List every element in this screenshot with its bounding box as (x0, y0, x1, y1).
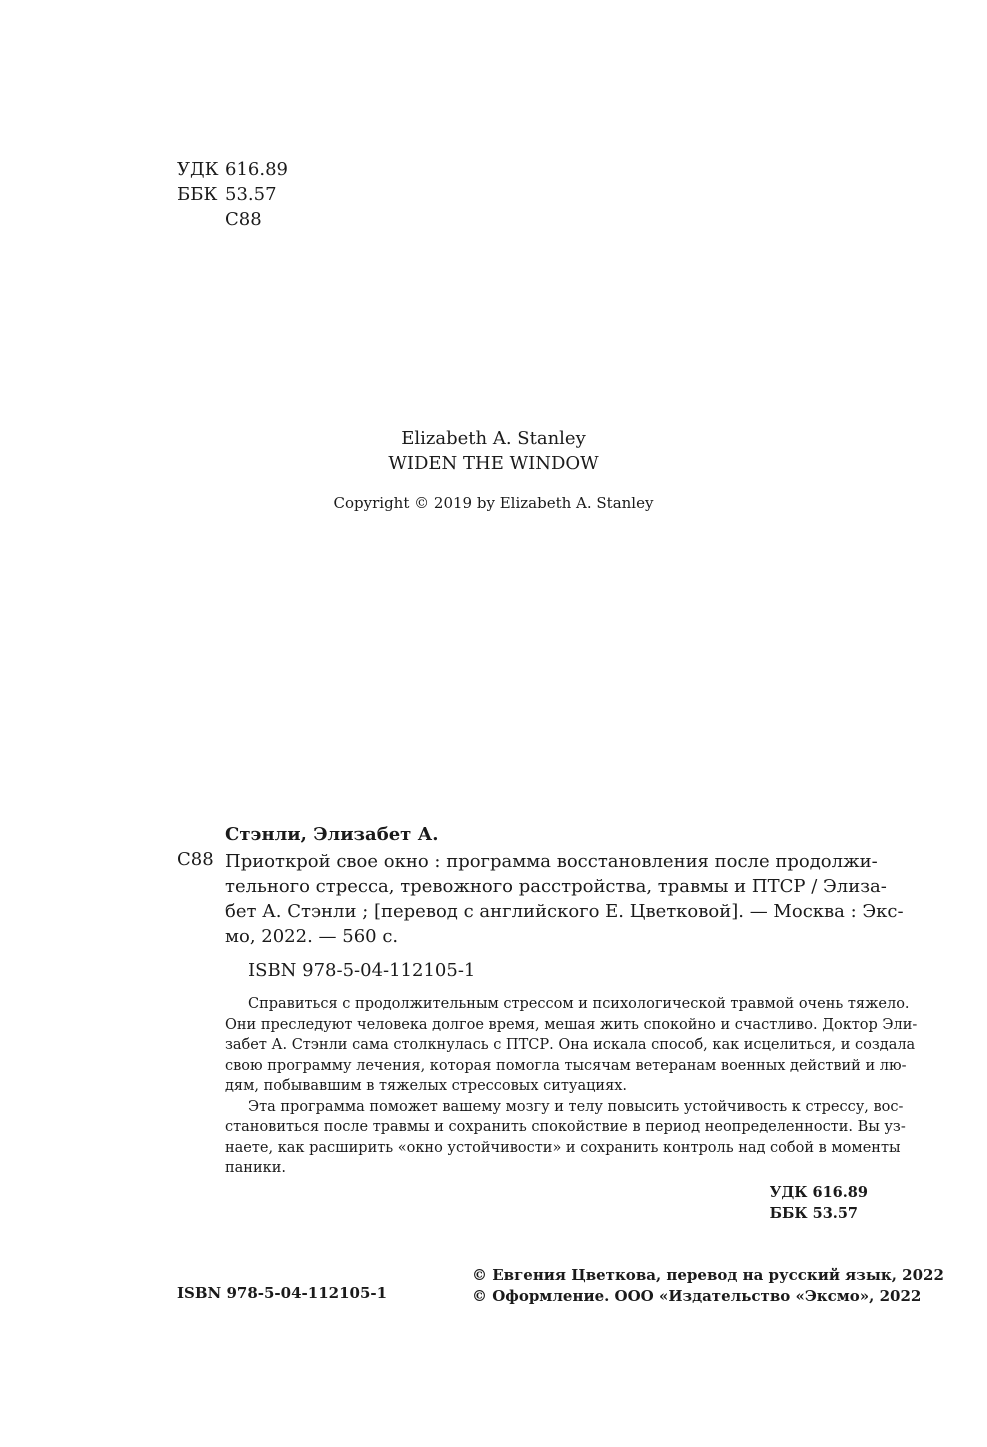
footer-isbn: ISBN 978-5-04-112105-1 (177, 1284, 388, 1302)
annotation-line: Эта программа поможет вашему мозгу и телу повысить устойчивость к стрессу, вос- (248, 1098, 904, 1115)
classification-block (177, 157, 288, 232)
rights-design: © Оформление. ООО «Издательство «Эксмо», 2022 (472, 1286, 922, 1305)
annotation-line: Справиться с продолжительным стрессом и психологической травмой очень тяжело. (248, 996, 910, 1012)
udk-row (177, 157, 288, 182)
footer-classification (770, 1183, 868, 1224)
rights-block (472, 1265, 944, 1306)
footer-bbk: ББК 53.57 (769, 1204, 859, 1222)
description-line: бет А. Стэнли ; [перевод с английского Е. Цветковой]. — Москва : Экс- (225, 901, 904, 922)
original-author: Elizabeth A. Stanley (401, 428, 586, 449)
footer-udk: УДК 616.89 (769, 1184, 868, 1201)
description-line: Приоткрой свое окно : программа восстановления после продолжи- (225, 851, 878, 872)
catalog-description (225, 849, 904, 949)
annotation-paragraph (225, 994, 918, 1097)
catalog-cutter: С88 (177, 849, 214, 870)
udk-label: УДК (177, 159, 219, 180)
catalog-author-heading: Стэнли, Элизабет А. (225, 824, 439, 845)
annotation-line: паники. (225, 1160, 286, 1176)
description-line: мо, 2022. — 560 с. (225, 926, 399, 947)
udk-value: 616.89 (225, 159, 288, 180)
original-title: WIDEN THE WINDOW (388, 453, 599, 474)
annotation-paragraph (225, 1097, 906, 1179)
original-copyright: Copyright © 2019 by Elizabeth A. Stanley (333, 494, 654, 512)
bbk-label: ББК (177, 184, 218, 205)
annotation-line: становиться после травмы и сохранить спокойствие в период неопределенности. Вы уз- (225, 1119, 906, 1135)
cutter-code: С88 (225, 209, 262, 230)
annotation-line: Они преследуют человека долгое время, мешая жить спокойно и счастливо. Доктор Эли- (225, 1016, 918, 1033)
bbk-row (177, 182, 288, 207)
original-edition (0, 426, 987, 476)
annotation-line: свою программу лечения, которая помогла тысячам ветеранам военных действий и лю- (225, 1057, 907, 1074)
cutter-row (177, 207, 288, 232)
catalog-isbn: ISBN 978-5-04-112105-1 (248, 960, 476, 981)
annotation-line: забет А. Стэнли сама столкнулась с ПТСР. Она искала способ, как исцелиться, и создала (225, 1037, 916, 1053)
rights-translation: © Евгения Цветкова, перевод на русский язык, 2022 (472, 1266, 944, 1284)
annotation (225, 994, 918, 1179)
bbk-value: 53.57 (225, 184, 277, 205)
annotation-line: наете, как расширить «окно устойчивости» и сохранить контроль над собой в моменты (225, 1139, 901, 1156)
annotation-line: дям, побывавшим в тяжелых стрессовых ситуациях. (225, 1078, 628, 1094)
description-line: тельного стресса, тревожного расстройства, травмы и ПТСР / Элиза- (225, 876, 887, 897)
